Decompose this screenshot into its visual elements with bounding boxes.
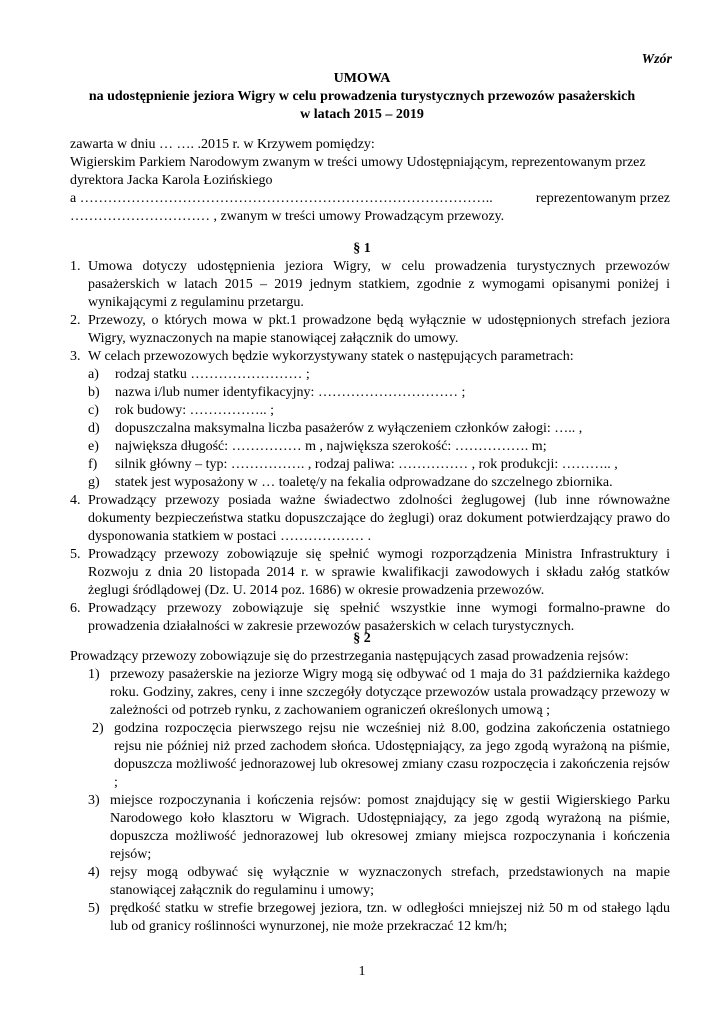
item-text: przewozy pasażerskie na jeziorze Wigry mogą się odbywać od 1 maja do 31 października każdego roku. Godziny, zakres, ceny i inne szczegóły dotyczące przewozów ustala prowadzący przewozy w zależności od potrzeb rynku, z zachowaniem ograniczeń określonych umową ; [110,667,670,718]
intro-line-date: zawarta w dniu … …. .2015 r. w Krzywem pomiędzy: [70,137,375,152]
item-number: 4. [70,493,81,508]
intro-line-director: dyrektora Jacka Karola Łozińskiego [70,173,273,188]
party2-blank: a …………………………………………………………………………….. [70,191,493,206]
item-number: 4) [88,865,100,880]
list-item [88,864,670,900]
param-letter: f) [88,457,98,472]
item-number: 6. [70,601,81,616]
param-letter: g) [88,475,100,490]
item-number: 3. [70,349,81,364]
section-2-lead: Prowadzący przewozy zobowiązuje się do przestrzegania następujących zasad prowadzenia rejsów: [70,649,629,664]
document-subtitle: na udostępnienie jeziora Wigry w celu prowadzenia turystycznych przewozów pasażerskich [88,89,636,104]
item-number: 1. [70,259,81,274]
item-number: 5. [70,547,81,562]
item-text: Umowa dotyczy udostępnienia jeziora Wigry, w celu prowadzenia turystycznych przewozów pasażerskich w latach 2015 – 2019 jednym statkiem, zgodnie z wymogami opisanymi poniżej i wynikającymi z regulaminu przetargu. [88,259,670,310]
param-text: statek jest wyposażony w … toaletę/y na fekalia odprowadzane do szczelnego zbiornika. [115,475,613,490]
document-title: UMOWA [333,71,391,86]
document-period: w latach 2015 – 2019 [300,107,424,122]
list-item [70,546,670,600]
contract-intro [70,136,670,226]
param-text: największa długość: …………… m , największa szerokość: ……………. m; [115,439,547,454]
param-item [70,366,670,384]
param-text: silnik główny – typ: ……………. , rodzaj paliwa: …………… , rok produkcji: ……….. , [115,457,618,472]
list-item [70,312,670,348]
list-item [88,900,670,936]
param-letter: e) [88,439,99,454]
param-text: rodzaj statku …………………… ; [115,367,310,382]
section-2-heading: § 2 [353,631,371,646]
intro-line-party1: Wigierskim Parkiem Narodowym zwanym w treści umowy Udostępniającym, reprezentowanym przez [70,155,646,170]
item-text: prędkość statku w strefie brzegowej jeziora, tzn. w odległości mniejszej niż 50 m od stałego lądu lub od granicy roślinności wynurzonej, nie może przekraczać 12 km/h; [110,901,670,934]
item-text: Prowadzący przewozy zobowiązuje się spełnić wszystkie inne wymogi formalno-prawne do prowadzenia działalności w zakresie przewozów pasażerskich w celach turystycznych. [88,601,670,634]
list-item [88,792,670,864]
template-label: Wzór [641,52,672,67]
param-item [70,420,670,438]
list-item [70,348,670,366]
item-text: godzina rozpoczęcia pierwszego rejsu nie wcześniej niż 8.00, godzina zakończenia ostatniego rejsu nie później niż przed zachodem słońca. Udostępniający, za jego zgodą wyrażoną na piśmie, dopuszcza możliwość jednorazowej lub okresowej zmiany czasu rozpoczęcia i zakończenia rejsów ; [114,721,670,790]
item-text: W celach przewozowych będzie wykorzystywany statek o następujących parametrach: [88,349,574,364]
section-1-heading: § 1 [353,241,371,256]
item-number: 2) [92,721,104,736]
param-item [70,474,670,492]
param-item [70,456,670,474]
param-letter: b) [88,385,100,400]
intro-line-carrier: ………………………… , zwanym w treści umowy Prowadzącym przewozy. [70,209,505,224]
list-item [88,666,670,720]
item-text: rejsy mogą odbywać się wyłącznie w wyznaczonych strefach, przedstawionych na mapie stanowiącej załącznik do regulaminu i umowy; [110,865,670,898]
item-number: 3) [88,793,100,808]
param-item [70,438,670,456]
item-number: 1) [88,667,100,682]
item-text: Prowadzący przewozy posiada ważne świadectwo zdolności żeglugowej (lub inne równoważne dokumenty bezpieczeństwa statku dopuszczające do żeglugi) oraz dokument potwierdzający prawo do dysponowania statkiem w postaci ……………… . [88,493,670,544]
party2-represented: reprezentowanym przez [535,191,670,206]
param-letter: a) [88,367,99,382]
item-number: 5) [88,901,100,916]
param-text: rok budowy: …………….. ; [115,403,275,418]
param-letter: d) [88,421,100,436]
item-number: 2. [70,313,81,328]
section-1-list [70,258,670,636]
item-text: miejsce rozpoczynania i kończenia rejsów: pomost znajdujący się w gestii Wigierskiego Parku Narodowego koło klasztoru w Wigrach. Udostępniający, za jego zgodą wyrażoną na piśmie, dopuszcza możliwość jednorazowej lub okresowej zmiany miejsca rozpoczynania i kończenia rejsów; [110,793,670,862]
item-text: Przewozy, o których mowa w pkt.1 prowadzone będą wyłącznie w udostępnionych strefach jeziora Wigry, wyznaczonych na mapie stanowiącej załącznik do umowy. [88,313,670,346]
list-item [88,720,670,792]
param-item [70,384,670,402]
section-2-list [88,666,670,936]
list-item [70,492,670,546]
param-item [70,402,670,420]
page-number: 1 [358,964,366,979]
list-item [70,258,670,312]
param-letter: c) [88,403,99,418]
param-text: nazwa i/lub numer identyfikacyjny: ………………………… ; [115,385,466,400]
item-text: Prowadzący przewozy zobowiązuje się spełnić wymogi rozporządzenia Ministra Infrastruktury i Rozwoju z dnia 20 listopada 2014 r. w sprawie kwalifikacji zawodowych i składu załóg statków żeglugi śródlądowej (Dz. U. 2014 poz. 1686) w okresie prowadzenia przewozów. [88,547,670,598]
intro-line-party2 [70,190,670,208]
param-text: dopuszczalna maksymalna liczba pasażerów z wyłączeniem członków załogi: ….. , [115,421,583,436]
